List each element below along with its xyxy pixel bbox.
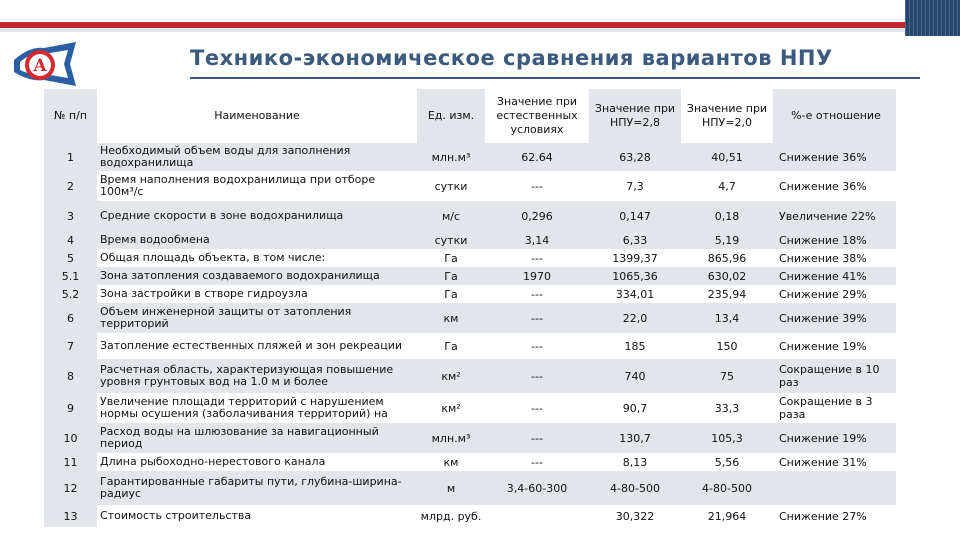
cell-num: 12 — [44, 471, 97, 505]
cell-name: Увеличение площади территорий с нарушением нормы осушения (заболачивания территорий) на — [97, 393, 417, 423]
cell-v3: 4,7 — [681, 171, 773, 201]
cell-name: Средние скорости в зоне водохранилища — [97, 201, 417, 231]
cell-unit: сутки — [417, 231, 485, 249]
cell-v3: 235,94 — [681, 285, 773, 303]
cell-v3: 5,19 — [681, 231, 773, 249]
cell-v2: 63,28 — [589, 143, 681, 171]
cell-num: 9 — [44, 393, 97, 423]
cell-v2: 4-80-500 — [589, 471, 681, 505]
table-row — [44, 423, 896, 453]
cell-unit: Га — [417, 249, 485, 267]
cell-v3: 21,964 — [681, 505, 773, 527]
page-title: Технико-экономическое сравнения вариантов НПУ — [190, 46, 833, 70]
cell-v3: 13,4 — [681, 303, 773, 333]
cell-num: 4 — [44, 231, 97, 249]
header-npu-2-8: Значение при НПУ=2,8 — [589, 89, 681, 143]
cell-name: Гарантированные габариты пути, глубина-ширина-радиус — [97, 471, 417, 505]
cell-pct: Снижение 19% — [773, 333, 896, 359]
cell-v1: --- — [485, 393, 589, 423]
cell-v3: 33,3 — [681, 393, 773, 423]
cell-name: Время наполнения водохранилища при отборе 100м³/с — [97, 171, 417, 201]
cell-v3: 40,51 — [681, 143, 773, 171]
cell-v2: 1065,36 — [589, 267, 681, 285]
cell-unit: км — [417, 453, 485, 471]
cell-pct: Снижение 27% — [773, 505, 896, 527]
cell-v1: --- — [485, 303, 589, 333]
cell-unit: км — [417, 303, 485, 333]
cell-unit: м/с — [417, 201, 485, 231]
cell-v2: 90,7 — [589, 393, 681, 423]
cell-num: 13 — [44, 505, 97, 527]
cell-v3: 865,96 — [681, 249, 773, 267]
cell-v1: 62.64 — [485, 143, 589, 171]
cell-unit: км² — [417, 393, 485, 423]
cell-pct: Сокращение в 10 раз — [773, 359, 896, 393]
cell-unit: млн.м³ — [417, 143, 485, 171]
cell-v3: 75 — [681, 359, 773, 393]
table-row — [44, 303, 896, 333]
cell-unit: млн.м³ — [417, 423, 485, 453]
cell-v1: --- — [485, 249, 589, 267]
cell-v2: 740 — [589, 359, 681, 393]
cell-v2: 130,7 — [589, 423, 681, 453]
title-underline — [190, 77, 920, 79]
cell-num: 11 — [44, 453, 97, 471]
cell-v2: 6,33 — [589, 231, 681, 249]
cell-pct: Снижение 29% — [773, 285, 896, 303]
cell-v1: 0,296 — [485, 201, 589, 231]
table-row — [44, 505, 896, 527]
comparison-table — [44, 89, 896, 527]
cell-num: 10 — [44, 423, 97, 453]
cell-pct: Снижение 19% — [773, 423, 896, 453]
table-row — [44, 393, 896, 423]
top-decor-bar — [0, 0, 960, 36]
table-row — [44, 285, 896, 303]
table-row — [44, 267, 896, 285]
cell-name: Затопление естественных пляжей и зон рекреации — [97, 333, 417, 359]
table-row — [44, 143, 896, 171]
header-num: № п/п — [44, 89, 97, 143]
cell-num: 5 — [44, 249, 97, 267]
cell-pct — [773, 471, 896, 505]
table-row — [44, 249, 896, 267]
cell-v1: --- — [485, 453, 589, 471]
anchor-flag-logo — [10, 38, 78, 94]
cell-name: Расход воды на шлюзование за навигационный период — [97, 423, 417, 453]
cell-v3: 150 — [681, 333, 773, 359]
cell-v1: --- — [485, 423, 589, 453]
cell-v2: 8,13 — [589, 453, 681, 471]
cell-name: Стоимость строительства — [97, 505, 417, 527]
table-row — [44, 201, 896, 231]
cell-pct: Снижение 39% — [773, 303, 896, 333]
cell-v2: 334,01 — [589, 285, 681, 303]
cell-name: Зона застройки в створе гидроузла — [97, 285, 417, 303]
cell-num: 3 — [44, 201, 97, 231]
cell-v1: --- — [485, 333, 589, 359]
cell-v1: 3,4-60-300 — [485, 471, 589, 505]
cell-v1: --- — [485, 171, 589, 201]
cell-unit: км² — [417, 359, 485, 393]
cell-v3: 0,18 — [681, 201, 773, 231]
cell-v3: 105,3 — [681, 423, 773, 453]
cell-unit: млрд. руб. — [417, 505, 485, 527]
cell-v2: 1399,37 — [589, 249, 681, 267]
table-header-row — [44, 89, 896, 143]
header-percent: %-е отношение — [773, 89, 896, 143]
table-row — [44, 453, 896, 471]
cell-name: Время водообмена — [97, 231, 417, 249]
cell-v1 — [485, 505, 589, 527]
header-name: Наименование — [97, 89, 417, 143]
cell-pct: Увеличение 22% — [773, 201, 896, 231]
cell-v1: 3,14 — [485, 231, 589, 249]
cell-unit: Га — [417, 285, 485, 303]
cell-unit: м — [417, 471, 485, 505]
cell-v1: 1970 — [485, 267, 589, 285]
cell-name: Зона затопления создаваемого водохранилища — [97, 267, 417, 285]
cell-num: 6 — [44, 303, 97, 333]
cell-v2: 22,0 — [589, 303, 681, 333]
cell-name: Общая площадь объекта, в том числе: — [97, 249, 417, 267]
cell-name: Объем инженерной защиты от затопления территорий — [97, 303, 417, 333]
cell-num: 8 — [44, 359, 97, 393]
cell-pct: Снижение 36% — [773, 143, 896, 171]
cell-v2: 7,3 — [589, 171, 681, 201]
cell-v2: 30,322 — [589, 505, 681, 527]
top-light-stripe — [0, 28, 905, 32]
cell-num: 1 — [44, 143, 97, 171]
cell-v2: 0,147 — [589, 201, 681, 231]
header-natural: Значение при естественных условиях — [485, 89, 589, 143]
cell-pct: Снижение 36% — [773, 171, 896, 201]
top-blue-block — [905, 0, 960, 36]
table-row — [44, 359, 896, 393]
cell-v1: --- — [485, 359, 589, 393]
cell-num: 5.2 — [44, 285, 97, 303]
cell-pct: Снижение 18% — [773, 231, 896, 249]
cell-v3: 5,56 — [681, 453, 773, 471]
table-row — [44, 171, 896, 201]
header-unit: Ед. изм. — [417, 89, 485, 143]
cell-pct: Снижение 31% — [773, 453, 896, 471]
cell-num: 5.1 — [44, 267, 97, 285]
header-npu-2-0: Значение при НПУ=2,0 — [681, 89, 773, 143]
cell-unit: Га — [417, 267, 485, 285]
cell-name: Расчетная область, характеризующая повышение уровня грунтовых вод на 1.0 м и более — [97, 359, 417, 393]
cell-v3: 630,02 — [681, 267, 773, 285]
cell-pct: Снижение 41% — [773, 267, 896, 285]
table-row — [44, 333, 896, 359]
table-row — [44, 231, 896, 249]
table-row — [44, 471, 896, 505]
cell-name: Длина рыбоходно-нерестового канала — [97, 453, 417, 471]
cell-unit: Га — [417, 333, 485, 359]
cell-name: Необходимый объем воды для заполнения водохранилища — [97, 143, 417, 171]
cell-v3: 4-80-500 — [681, 471, 773, 505]
logo-letter: А — [33, 56, 47, 76]
cell-unit: сутки — [417, 171, 485, 201]
cell-num: 2 — [44, 171, 97, 201]
cell-v2: 185 — [589, 333, 681, 359]
top-white-band — [0, 0, 905, 22]
cell-v1: --- — [485, 285, 589, 303]
cell-pct: Снижение 38% — [773, 249, 896, 267]
cell-num: 7 — [44, 333, 97, 359]
cell-pct: Сокращение в 3 раза — [773, 393, 896, 423]
